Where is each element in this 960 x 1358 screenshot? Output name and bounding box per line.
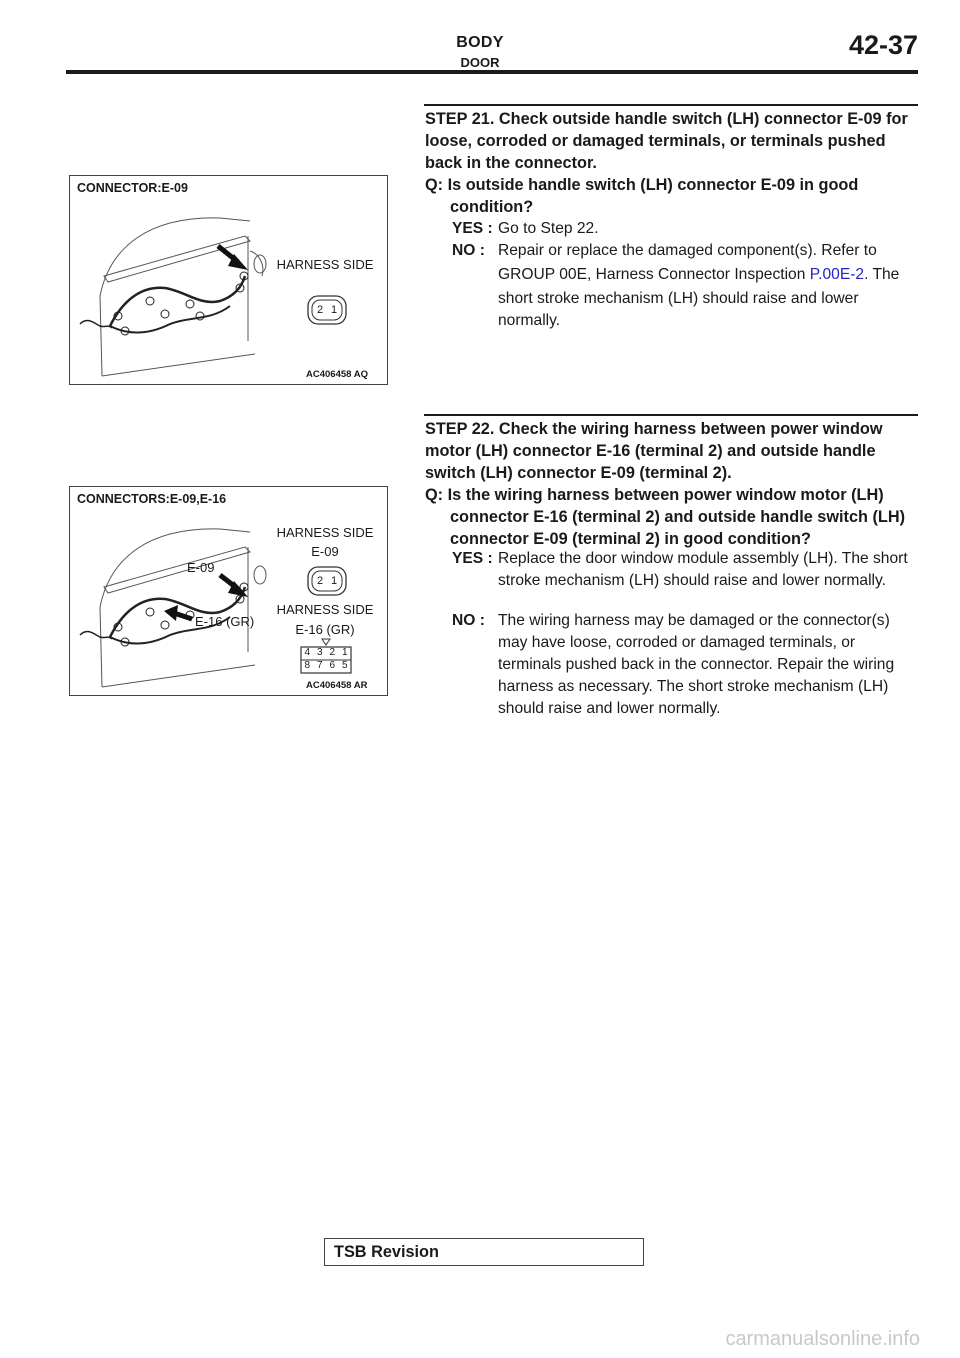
step-21-question: Q: Is outside handle switch (LH) connector E-09 in good condition? bbox=[425, 176, 859, 216]
pin-label: 1 bbox=[341, 647, 348, 658]
reference-link[interactable]: P.00E-2 bbox=[809, 266, 865, 283]
connector-pins bbox=[313, 304, 341, 316]
harness-side-label: HARNESS SIDE bbox=[276, 257, 374, 272]
connector-figure-e09 bbox=[69, 175, 388, 385]
no-text: The wiring harness may be damaged or the connector(s) may have loose, corroded or damaged terminals, or terminals pushed back in the connector. Repair the wiring harness as necessary. The short stroke mechanism (LH) should raise and lower normally. bbox=[498, 612, 895, 717]
connector-label-e09: E-09 bbox=[311, 544, 339, 559]
door-harness-diagram bbox=[70, 176, 387, 384]
watermark[interactable]: carmanualsonline.info bbox=[725, 1328, 920, 1350]
step-22-question: Q: Is the wiring harness between power window motor (LH) connector E-16 (terminal 2) and outside handle switch (LH) connector E-09 (terminal 2) in good condition? bbox=[425, 486, 906, 548]
subsection-title: DOOR bbox=[460, 55, 500, 70]
step-21-divider bbox=[424, 104, 918, 106]
pin-label: 6 bbox=[329, 660, 336, 671]
pin-label: 2 bbox=[329, 647, 336, 658]
page-number: 42-37 bbox=[848, 30, 918, 60]
yes-label: YES : bbox=[452, 220, 493, 237]
harness-side-label-e16: HARNESS SIDE bbox=[276, 602, 374, 617]
pin-label: 2 bbox=[316, 575, 324, 587]
yes-text: Go to Step 22. bbox=[498, 220, 599, 237]
yes-label: YES : bbox=[452, 550, 493, 567]
harness-side-label-e09: HARNESS SIDE bbox=[276, 525, 374, 540]
step-21-title: STEP 21. Check outside handle switch (LH) connector E-09 for loose, corroded or damaged terminals, or terminals pushed back in the connector. bbox=[425, 110, 908, 172]
figure-title: CONNECTOR:E-09 bbox=[77, 181, 188, 195]
pin-label: 5 bbox=[341, 660, 348, 671]
step-22-yes bbox=[452, 548, 918, 592]
figure-code: AC406458 AQ bbox=[306, 369, 368, 380]
yes-text: Replace the door window module assembly (LH). The short stroke mechanism (LH) should raise and lower normally. bbox=[498, 550, 908, 589]
connector-pins-e09 bbox=[313, 575, 341, 587]
connector-pins-e16-top bbox=[301, 647, 351, 658]
revision-label: TSB Revision bbox=[334, 1243, 439, 1261]
no-text: Repair or replace the damaged component(s). Refer to GROUP 00E, Harness Connector Inspection P.00E-2. The short stroke mechanism (LH) should raise and lower normally. bbox=[498, 242, 900, 329]
callout-e16: E-16 (GR) bbox=[195, 614, 255, 629]
step-21-yes bbox=[452, 218, 918, 240]
no-label: NO : bbox=[452, 242, 485, 259]
header-divider bbox=[66, 70, 918, 74]
pin-label: 1 bbox=[330, 575, 338, 587]
step-21-no bbox=[452, 240, 918, 332]
pin-label: 7 bbox=[316, 660, 323, 671]
step-22-title: STEP 22. Check the wiring harness between power window motor (LH) connector E-16 (terminal 2) and outside handle switch (LH) connector E-09 (terminal 2). bbox=[425, 420, 883, 482]
connector-pins-e16-bottom bbox=[301, 660, 351, 671]
pin-label: 3 bbox=[316, 647, 323, 658]
section-title: BODY bbox=[456, 34, 504, 51]
callout-e09: E-09 bbox=[187, 560, 215, 575]
step-22-divider bbox=[424, 414, 918, 416]
figure-title: CONNECTORS:E-09,E-16 bbox=[77, 492, 227, 506]
pin-label: 1 bbox=[330, 304, 338, 316]
figure-code: AC406458 AR bbox=[306, 680, 368, 691]
pin-label: 2 bbox=[316, 304, 324, 316]
connector-label-e16: E-16 (GR) bbox=[295, 622, 355, 637]
pin-label: 8 bbox=[304, 660, 311, 671]
no-label: NO : bbox=[452, 612, 485, 629]
connector-figure-e09-e16 bbox=[69, 486, 388, 696]
pin-label: 4 bbox=[304, 647, 311, 658]
step-22-no bbox=[452, 610, 918, 720]
